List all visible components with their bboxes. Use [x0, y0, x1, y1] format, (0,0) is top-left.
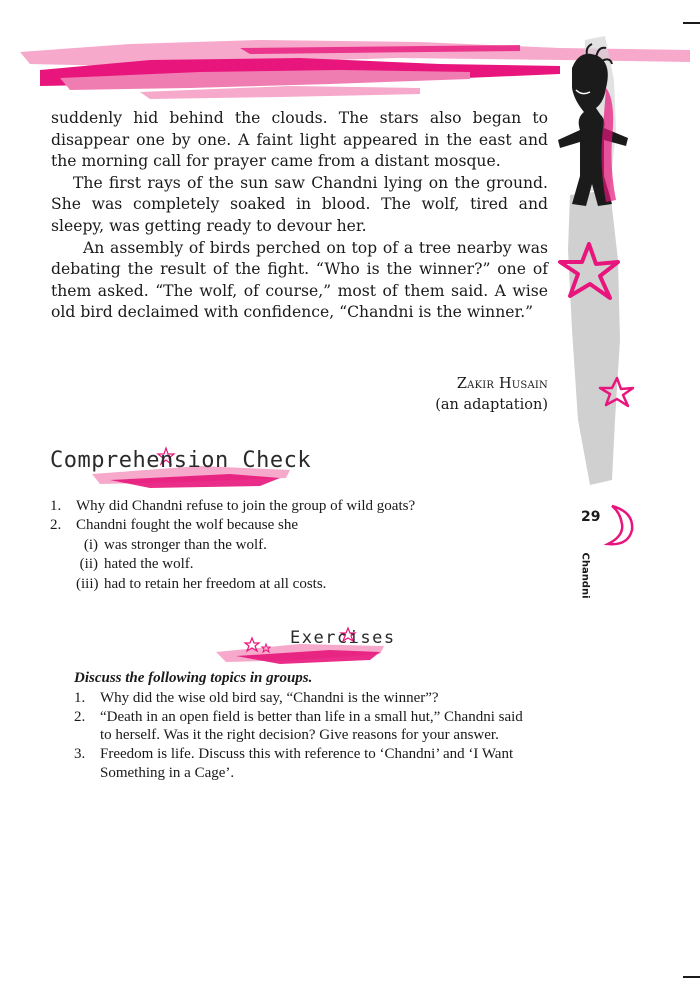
list-item: [74, 745, 534, 783]
list-item: [50, 516, 520, 535]
page-number: 29: [581, 509, 601, 525]
option-item: [50, 575, 520, 594]
paragraph-1: suddenly hid behind the clouds. The stars also began to disappear one by one. A faint light appeared in the east and the morning call for prayer came from a distant mosque.: [51, 109, 548, 171]
question-text: Chandni fought the wolf because she: [76, 517, 299, 534]
option-text: had to retain her freedom at all costs.: [104, 575, 327, 592]
paragraph-3: An assembly of birds perched on top of a tree nearby was debating the result of the fight. “Who is the winner?” one of them asked. “The wolf, of course,” most of them said. A wise old bird declaimed with confidence, “Chandni is the winner.”: [51, 238, 548, 322]
running-title: [580, 548, 600, 608]
exercise-text: Why did the wise old bird say, “Chandni is the winner”?: [100, 689, 439, 706]
exercises-list: [74, 669, 534, 783]
comprehension-questions: [50, 497, 520, 594]
option-number: (i): [83, 536, 98, 553]
option-number: (iii): [76, 575, 99, 592]
option-text: hated the wolf.: [104, 556, 194, 573]
comprehension-check-heading: Comprehension Check: [50, 448, 312, 473]
paragraph-2: The first rays of the sun saw Chandni lying on the ground. She was completely soaked in blood. The wolf, tired and sleepy, was getting ready to devour her.: [51, 173, 548, 235]
exercises-instruction: Discuss the following topics in groups.: [74, 670, 313, 686]
option-item: [50, 555, 520, 574]
exercises-heading: Exercises: [290, 628, 396, 648]
question-number: 2.: [50, 517, 62, 534]
option-text: was stronger than the wolf.: [104, 536, 267, 553]
list-item: [74, 708, 534, 746]
author-name: Zakir Husain: [456, 376, 548, 392]
list-item: [50, 497, 520, 516]
exercise-text: “Death in an open field is better than life in a small hut,” Chandni said to herself. Was it the right decision? Give reasons for your answer.: [100, 708, 523, 744]
option-item: [50, 536, 520, 555]
exercise-number: 3.: [74, 746, 86, 763]
exercise-number: 2.: [74, 708, 86, 725]
exercise-text: Freedom is life. Discuss this with reference to ‘Chandni’ and ‘I Want Something in a Cage’.: [100, 746, 514, 781]
running-title-text: Chandni: [579, 552, 591, 599]
question-text: Why did Chandni refuse to join the group of wild goats?: [76, 498, 416, 514]
exercise-number: 1.: [74, 689, 86, 706]
adaptation-note: (an adaptation): [435, 397, 548, 413]
list-item: [74, 689, 534, 708]
question-number: 1.: [50, 498, 62, 514]
option-number: (ii): [79, 556, 98, 573]
